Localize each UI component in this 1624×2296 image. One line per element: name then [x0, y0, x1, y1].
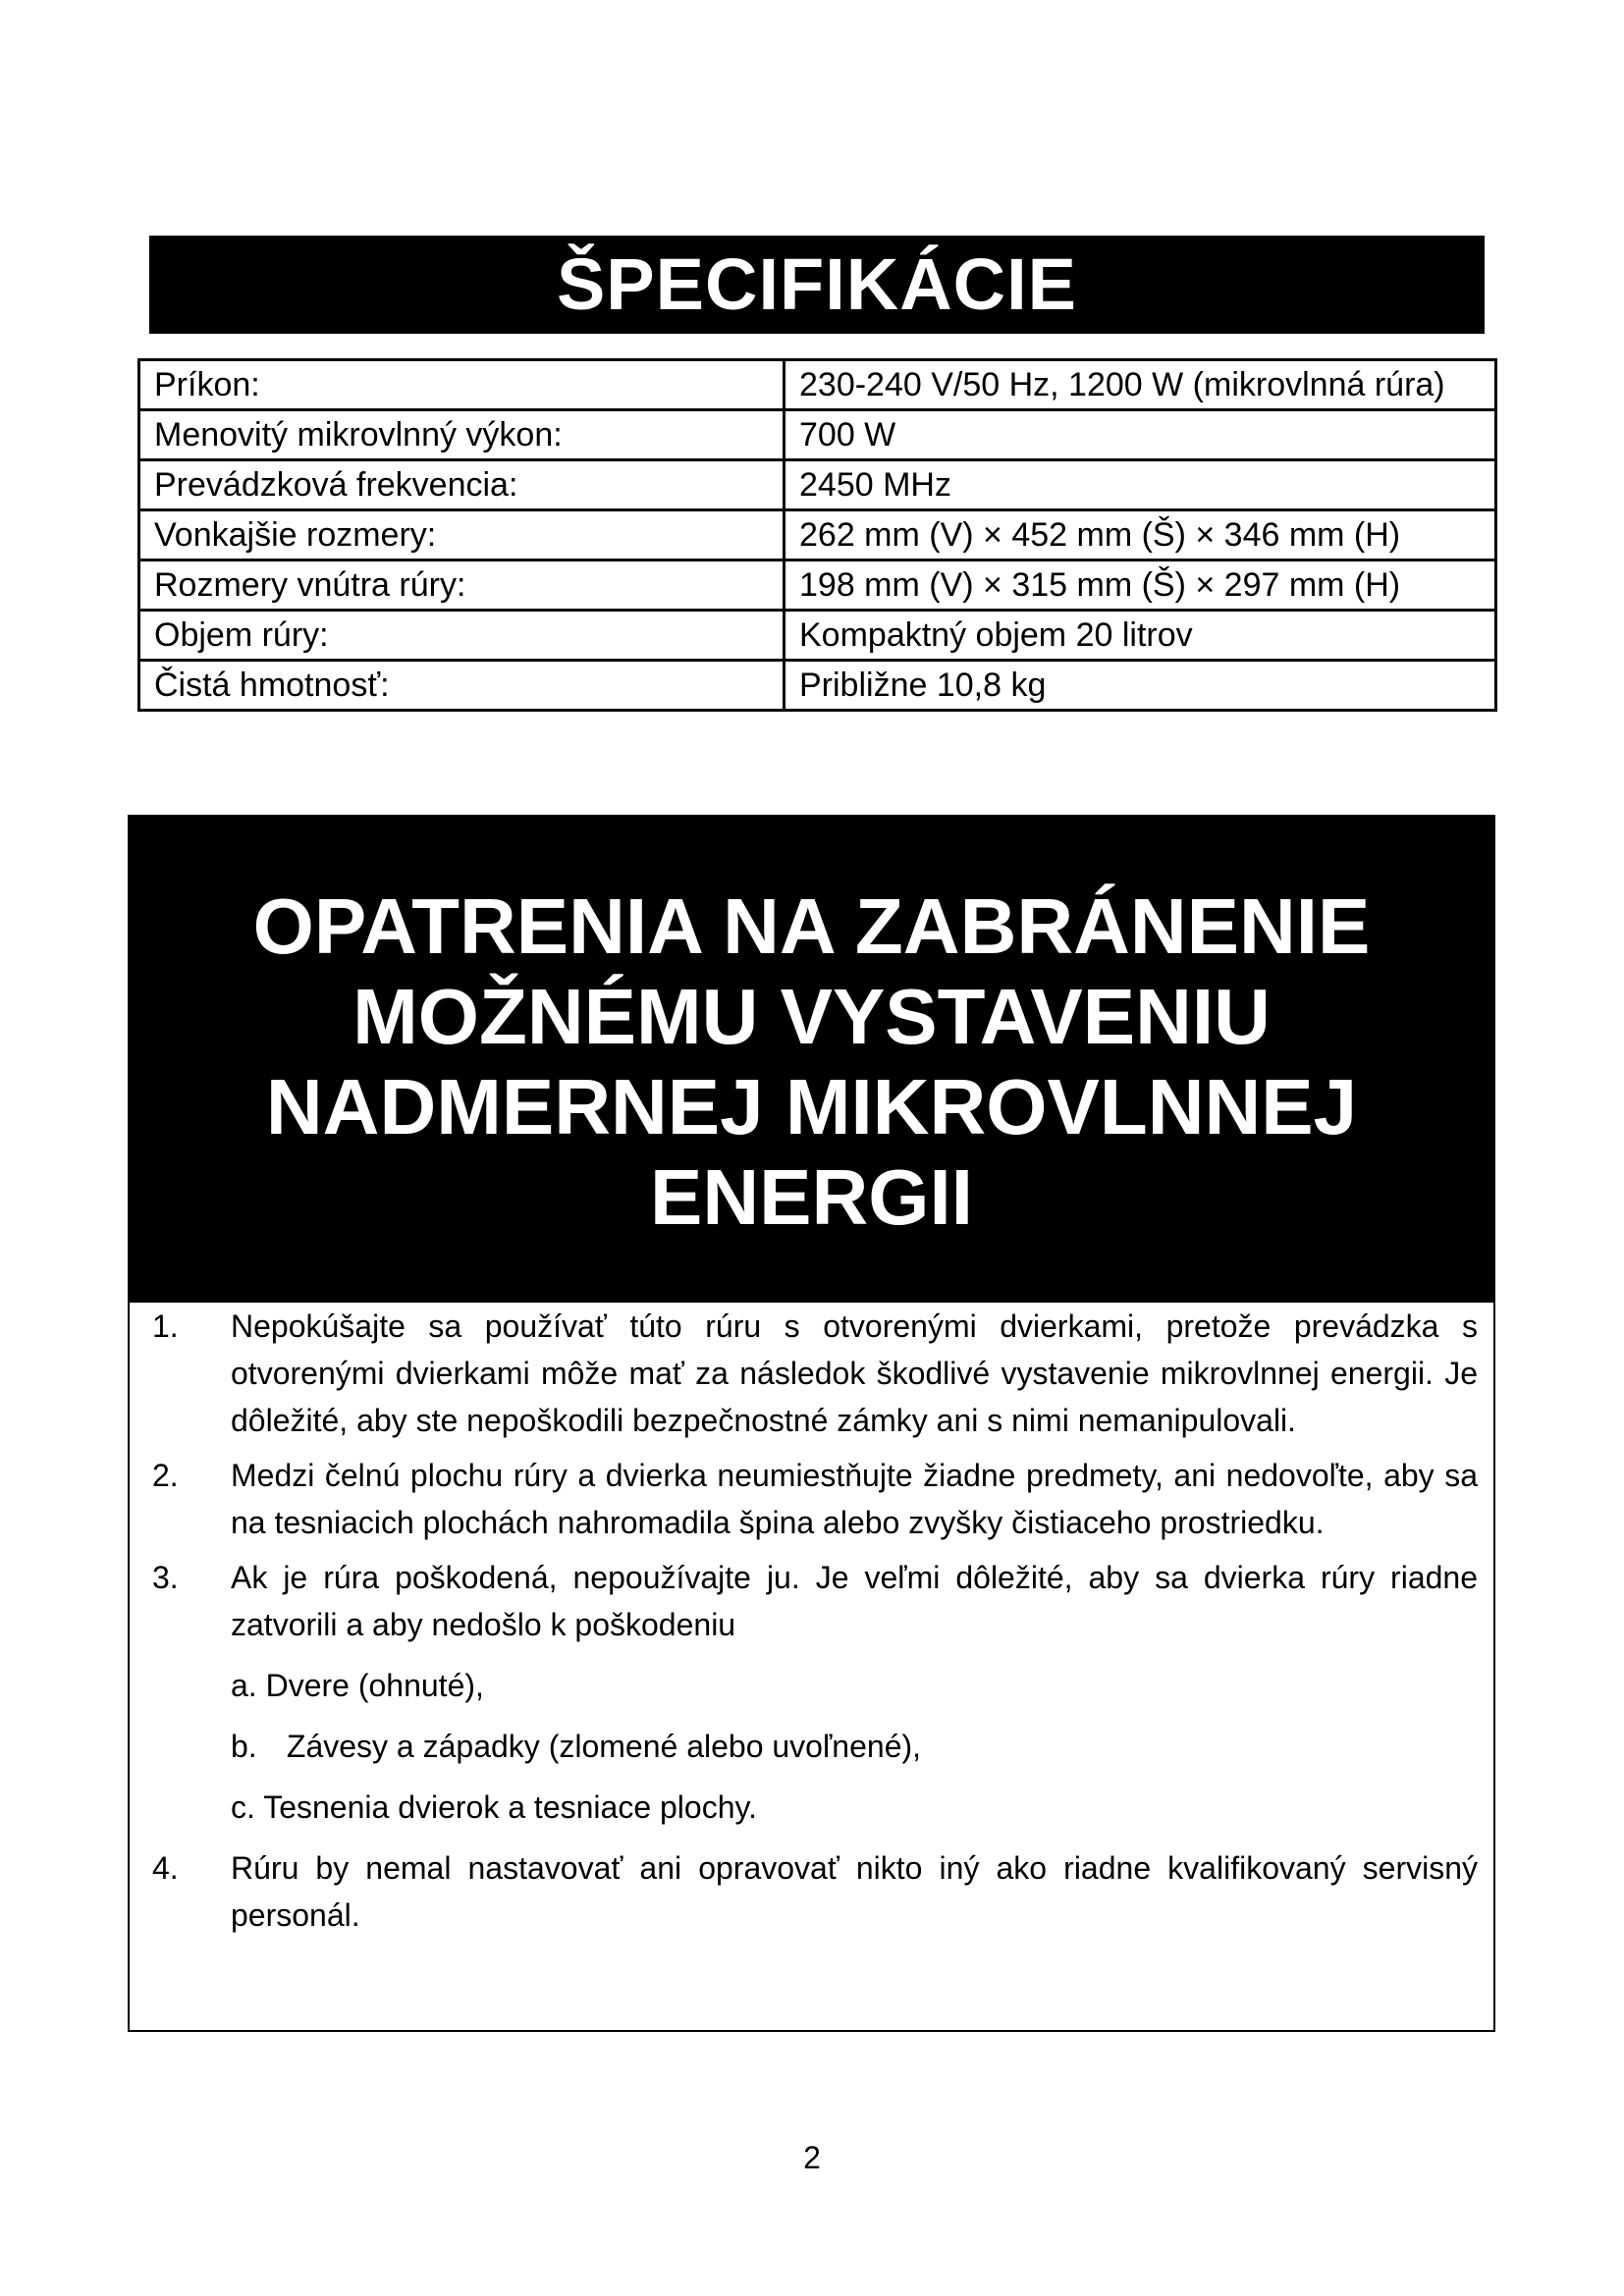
precautions-title-line: NADMERNEJ MIKROVLNNEJ — [265, 1063, 1358, 1150]
precautions-title-line: OPATRENIA NA ZABRÁNENIE — [252, 882, 1371, 970]
spec-label: Menovitý mikrovlnný výkon: — [139, 410, 785, 460]
spec-value: 230-240 V/50 Hz, 1200 W (mikrovlnná rúra) — [785, 360, 1496, 410]
item-text: Nepokúšajte sa používať túto rúru s otvorenými dvierkami, pretože prevádzka s otvorenými dvierkami môže mať za následok škodlivé vystavenie mikrovlnnej energii. Je dôležité, aby ste nepoškodili bezpečnostné zámky ani s nimi nemanipulovali. — [231, 1308, 1478, 1438]
item-text: Rúru by nemal nastavovať ani opravovať nikto iný ako riadne kvalifikovaný servisný personál. — [231, 1850, 1478, 1933]
table-row — [139, 410, 1496, 460]
spec-value: Kompaktný objem 20 litrov — [785, 611, 1496, 661]
precautions-title — [128, 815, 1495, 1303]
list-item — [152, 1452, 1478, 1546]
sub-item-letter: c. — [231, 1789, 255, 1825]
list-item — [152, 1554, 1478, 1648]
specifications-table — [137, 358, 1497, 712]
list-item — [152, 1303, 1478, 1444]
sub-item-letter: b. — [231, 1729, 257, 1764]
item-text: Medzi čelnú plochu rúry a dvierka neumiestňujte žiadne predmety, ani nedovoľte, aby sa na tesniacich plochách nahromadila špina alebo zvyšky čistiaceho prostriedku. — [231, 1458, 1478, 1540]
specifications-title: ŠPECIFIKÁCIE — [149, 236, 1485, 334]
table-row — [139, 510, 1496, 561]
item-number: 4. — [152, 1850, 179, 1886]
sub-item-text: Tesnenia dvierok a tesniace plochy. — [263, 1789, 758, 1825]
spec-value: 198 mm (V) × 315 mm (Š) × 297 mm (H) — [785, 561, 1496, 611]
spec-value: 700 W — [785, 410, 1496, 460]
item-text: Ak je rúra poškodená, nepoužívajte ju. Je veľmi dôležité, aby sa dvierka rúry riadne zatvorili a aby nedošlo k poškodeniu — [231, 1560, 1478, 1642]
item-number: 1. — [152, 1308, 179, 1344]
sub-list-item — [152, 1723, 1478, 1770]
spec-label: Objem rúry: — [139, 611, 785, 661]
spec-value: 2450 MHz — [785, 460, 1496, 510]
precautions-list — [152, 1303, 1478, 1947]
precautions-title-line: ENERGII — [650, 1153, 973, 1241]
list-item — [152, 1844, 1478, 1939]
spec-label: Prevádzková frekvencia: — [139, 460, 785, 510]
spec-label: Čistá hmotnosť: — [139, 661, 785, 711]
table-row — [139, 611, 1496, 661]
table-row — [139, 661, 1496, 711]
sub-list-item — [152, 1784, 1478, 1831]
spec-value: Približne 10,8 kg — [785, 661, 1496, 711]
page-number: 2 — [803, 2140, 821, 2175]
table-row — [139, 360, 1496, 410]
spec-label: Rozmery vnútra rúry: — [139, 561, 785, 611]
table-row — [139, 561, 1496, 611]
sub-item-letter: a. — [231, 1668, 257, 1703]
spec-label: Vonkajšie rozmery: — [139, 510, 785, 561]
item-number: 3. — [152, 1560, 179, 1595]
table-row — [139, 460, 1496, 510]
sub-list-item — [152, 1662, 1478, 1709]
sub-item-text: Závesy a západky (zlomené alebo uvoľnené), — [286, 1729, 922, 1764]
precautions-title-line: MOŽNÉMU VYSTAVENIU — [352, 973, 1271, 1060]
item-number: 2. — [152, 1458, 179, 1493]
sub-item-text: Dvere (ohnuté), — [265, 1668, 484, 1703]
spec-label: Príkon: — [139, 360, 785, 410]
spec-value: 262 mm (V) × 452 mm (Š) × 346 mm (H) — [785, 510, 1496, 561]
